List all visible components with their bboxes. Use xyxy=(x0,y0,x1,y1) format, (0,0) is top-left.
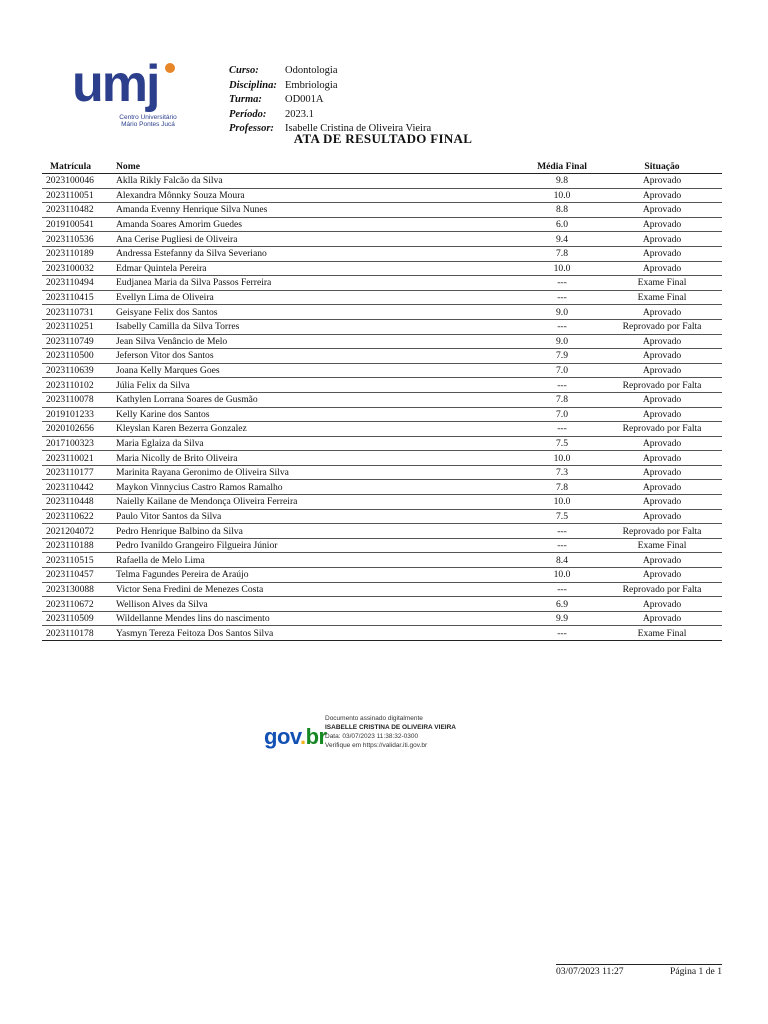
cell-media: --- xyxy=(522,582,602,597)
table-row xyxy=(42,392,722,407)
cell-matricula: 2023110509 xyxy=(42,611,112,626)
cell-situacao: Aprovado xyxy=(602,392,722,407)
umj-logo-dot xyxy=(165,63,175,73)
cell-matricula: 2023110500 xyxy=(42,349,112,364)
info-turma: Turma: OD001A xyxy=(229,94,324,105)
cell-media: 7.5 xyxy=(522,436,602,451)
info-curso: Curso: Odontologia xyxy=(229,65,338,76)
cell-nome: Andressa Estefanny da Silva Severiano xyxy=(112,246,522,261)
cell-media: --- xyxy=(522,524,602,539)
table-row xyxy=(42,319,722,334)
cell-nome: Kelly Karine dos Santos xyxy=(112,407,522,422)
cell-matricula: 2023110442 xyxy=(42,480,112,495)
cell-situacao: Aprovado xyxy=(602,305,722,320)
cell-nome: Amanda Evenny Henrique Silva Nunes xyxy=(112,203,522,218)
cell-media: 9.0 xyxy=(522,334,602,349)
cell-situacao: Exame Final xyxy=(602,626,722,641)
cell-situacao: Aprovado xyxy=(602,363,722,378)
table-row xyxy=(42,261,722,276)
turma-value: OD001A xyxy=(285,94,324,105)
cell-situacao: Aprovado xyxy=(602,509,722,524)
table-row xyxy=(42,436,722,451)
table-row xyxy=(42,217,722,232)
cell-matricula: 2019101233 xyxy=(42,407,112,422)
cell-nome: Jean Silva Venâncio de Melo xyxy=(112,334,522,349)
table-row xyxy=(42,524,722,539)
disciplina-value: Embriologia xyxy=(285,79,338,91)
table-row xyxy=(42,538,722,553)
cell-matricula: 2023110639 xyxy=(42,363,112,378)
cell-nome: Maykon Vinnycius Castro Ramos Ramalho xyxy=(112,480,522,495)
cell-media: 7.8 xyxy=(522,246,602,261)
cell-nome: Maria Nicolly de Brito Oliveira xyxy=(112,451,522,466)
cell-media: --- xyxy=(522,276,602,291)
table-row xyxy=(42,203,722,218)
cell-media: --- xyxy=(522,422,602,437)
cell-matricula: 2023100046 xyxy=(42,174,112,189)
table-header-row xyxy=(42,160,722,174)
umj-logo xyxy=(72,55,184,134)
cell-nome: Evellyn Lima de Oliveira xyxy=(112,290,522,305)
cell-situacao: Exame Final xyxy=(602,290,722,305)
signature-name: ISABELLE CRISTINA DE OLIVEIRA VIEIRA xyxy=(325,724,456,731)
cell-nome: Victor Sena Fredini de Menezes Costa xyxy=(112,582,522,597)
cell-matricula: 2023110482 xyxy=(42,203,112,218)
cell-matricula: 2023110415 xyxy=(42,290,112,305)
table-row xyxy=(42,232,722,247)
govbr-logo: gov.br xyxy=(264,724,327,749)
results-table xyxy=(42,160,722,641)
table-row xyxy=(42,626,722,641)
cell-matricula: 2023110494 xyxy=(42,276,112,291)
cell-nome: Isabelly Camilla da Silva Torres xyxy=(112,319,522,334)
cell-media: --- xyxy=(522,538,602,553)
cell-matricula: 2023110188 xyxy=(42,538,112,553)
cell-matricula: 2023110448 xyxy=(42,495,112,510)
cell-matricula: 2023110051 xyxy=(42,188,112,203)
logo-subtitle-line1: Centro Universitário xyxy=(119,114,177,121)
cell-nome: Rafaella de Melo Lima xyxy=(112,553,522,568)
signature-date: Data: 03/07/2023 11:38:32-0300 xyxy=(325,733,419,740)
column-header-nome: Nome xyxy=(112,160,522,174)
cell-media: 10.0 xyxy=(522,568,602,583)
cell-matricula: 2017100323 xyxy=(42,436,112,451)
cell-nome: Eudjanea Maria da Silva Passos Ferreira xyxy=(112,276,522,291)
cell-situacao: Aprovado xyxy=(602,246,722,261)
cell-situacao: Aprovado xyxy=(602,568,722,583)
course-info xyxy=(229,64,431,137)
table-row xyxy=(42,188,722,203)
cell-media: 10.0 xyxy=(522,188,602,203)
cell-nome: Telma Fagundes Pereira de Araújo xyxy=(112,568,522,583)
cell-matricula: 2021204072 xyxy=(42,524,112,539)
cell-situacao: Reprovado por Falta xyxy=(602,319,722,334)
cell-situacao: Aprovado xyxy=(602,597,722,612)
cell-situacao: Aprovado xyxy=(602,451,722,466)
cell-nome: Júlia Felix da Silva xyxy=(112,378,522,393)
cell-matricula: 2023110749 xyxy=(42,334,112,349)
cell-media: 9.9 xyxy=(522,611,602,626)
table-row xyxy=(42,290,722,305)
column-header-media: Média Final xyxy=(522,160,602,174)
curso-value: Odontologia xyxy=(285,65,338,76)
table-row xyxy=(42,611,722,626)
cell-media: 6.9 xyxy=(522,597,602,612)
cell-media: 7.5 xyxy=(522,509,602,524)
table-row xyxy=(42,465,722,480)
cell-media: 7.3 xyxy=(522,465,602,480)
cell-media: 7.0 xyxy=(522,363,602,378)
cell-matricula: 2023110536 xyxy=(42,232,112,247)
cell-matricula: 2023110178 xyxy=(42,626,112,641)
table-row xyxy=(42,378,722,393)
umj-logo-subtitle xyxy=(112,114,184,128)
page-title: ATA DE RESULTADO FINAL xyxy=(293,131,473,146)
signature-line1: Documento assinado digitalmente xyxy=(325,715,423,722)
cell-situacao: Exame Final xyxy=(602,276,722,291)
logo-subtitle-line2: Mário Pontes Jucá xyxy=(121,121,175,128)
cell-situacao: Aprovado xyxy=(602,217,722,232)
cell-media: --- xyxy=(522,378,602,393)
cell-matricula: 2023110177 xyxy=(42,465,112,480)
cell-nome: Wellison Alves da Silva xyxy=(112,597,522,612)
cell-media: 10.0 xyxy=(522,495,602,510)
cell-matricula: 2023110189 xyxy=(42,246,112,261)
cell-nome: Marinita Rayana Geronimo de Oliveira Silva xyxy=(112,465,522,480)
cell-media: 10.0 xyxy=(522,261,602,276)
table-row xyxy=(42,480,722,495)
cell-media: 7.9 xyxy=(522,349,602,364)
cell-media: 9.4 xyxy=(522,232,602,247)
cell-matricula: 2023100032 xyxy=(42,261,112,276)
table-row xyxy=(42,363,722,378)
cell-media: 6.0 xyxy=(522,217,602,232)
table-row xyxy=(42,597,722,612)
cell-situacao: Aprovado xyxy=(602,334,722,349)
cell-situacao: Exame Final xyxy=(602,538,722,553)
cell-situacao: Aprovado xyxy=(602,174,722,189)
cell-situacao: Aprovado xyxy=(602,407,722,422)
umj-logo-wordmark: umj xyxy=(72,55,159,113)
cell-situacao: Aprovado xyxy=(602,232,722,247)
cell-situacao: Aprovado xyxy=(602,436,722,451)
cell-situacao: Aprovado xyxy=(602,611,722,626)
cell-media: 7.8 xyxy=(522,392,602,407)
cell-matricula: 2023110021 xyxy=(42,451,112,466)
cell-nome: Maria Eglaiza da Silva xyxy=(112,436,522,451)
column-header-matricula: Matrícula xyxy=(42,160,112,174)
footer-page-number: Página 1 de 1 xyxy=(670,966,722,977)
cell-nome: Yasmyn Tereza Feitoza Dos Santos Silva xyxy=(112,626,522,641)
table-row xyxy=(42,422,722,437)
info-disciplina: Disciplina: Embriologia xyxy=(229,79,338,91)
table-row xyxy=(42,495,722,510)
info-professor: Professor: Isabelle Cristina de Oliveira Vieira xyxy=(229,123,432,134)
cell-situacao: Aprovado xyxy=(602,553,722,568)
table-row xyxy=(42,334,722,349)
cell-nome: Joana Kelly Marques Goes xyxy=(112,363,522,378)
cell-situacao: Reprovado por Falta xyxy=(602,422,722,437)
column-header-situacao: Situação xyxy=(602,160,722,174)
table-row xyxy=(42,305,722,320)
cell-nome: Geisyane Felix dos Santos xyxy=(112,305,522,320)
footer-datetime: 03/07/2023 11:27 xyxy=(556,966,624,977)
cell-situacao: Reprovado por Falta xyxy=(602,582,722,597)
table-row xyxy=(42,553,722,568)
cell-matricula: 2023110102 xyxy=(42,378,112,393)
table-row xyxy=(42,349,722,364)
cell-matricula: 2023110078 xyxy=(42,392,112,407)
cell-nome: Kathylen Lorrana Soares de Gusmão xyxy=(112,392,522,407)
cell-nome: Aklla Rikly Falcão da Silva xyxy=(112,174,522,189)
table-row xyxy=(42,582,722,597)
cell-matricula: 2023110672 xyxy=(42,597,112,612)
cell-nome: Kleyslan Karen Bezerra Gonzalez xyxy=(112,422,522,437)
professor-value: Isabelle Cristina de Oliveira Vieira xyxy=(285,123,432,134)
cell-matricula: 2023130088 xyxy=(42,582,112,597)
cell-nome: Jeferson Vitor dos Santos xyxy=(112,349,522,364)
cell-media: 9.0 xyxy=(522,305,602,320)
cell-matricula: 2023110731 xyxy=(42,305,112,320)
periodo-value: 2023.1 xyxy=(285,108,314,120)
cell-situacao: Aprovado xyxy=(602,203,722,218)
cell-nome: Pedro Henrique Balbino da Silva xyxy=(112,524,522,539)
cell-media: 8.4 xyxy=(522,553,602,568)
table-row xyxy=(42,276,722,291)
cell-situacao: Aprovado xyxy=(602,188,722,203)
cell-nome: Amanda Soares Amorim Guedes xyxy=(112,217,522,232)
cell-media: --- xyxy=(522,290,602,305)
cell-nome: Paulo Vitor Santos da Silva xyxy=(112,509,522,524)
cell-media: 9.8 xyxy=(522,174,602,189)
cell-situacao: Aprovado xyxy=(602,480,722,495)
digital-signature xyxy=(264,714,524,764)
cell-situacao: Aprovado xyxy=(602,495,722,510)
table-row xyxy=(42,509,722,524)
table-row xyxy=(42,568,722,583)
cell-matricula: 2023110515 xyxy=(42,553,112,568)
signature-verify: Verifique em https://validar.iti.gov.br xyxy=(325,742,428,749)
cell-nome: Alexandra Mônnky Souza Moura xyxy=(112,188,522,203)
cell-matricula: 2023110457 xyxy=(42,568,112,583)
cell-situacao: Aprovado xyxy=(602,465,722,480)
cell-situacao: Aprovado xyxy=(602,349,722,364)
cell-matricula: 2023110251 xyxy=(42,319,112,334)
cell-situacao: Reprovado por Falta xyxy=(602,524,722,539)
info-periodo: Período: 2023.1 xyxy=(229,108,314,120)
cell-nome: Naielly Kailane de Mendonça Oliveira Ferreira xyxy=(112,495,522,510)
signature-text xyxy=(325,714,456,750)
cell-nome: Ana Cerise Pugliesi de Oliveira xyxy=(112,232,522,247)
cell-media: --- xyxy=(522,319,602,334)
cell-media: 8.8 xyxy=(522,203,602,218)
cell-situacao: Aprovado xyxy=(602,261,722,276)
cell-media: --- xyxy=(522,626,602,641)
cell-matricula: 2023110622 xyxy=(42,509,112,524)
cell-nome: Pedro Ivanildo Grangeiro Filgueira Júnior xyxy=(112,538,522,553)
table-body xyxy=(42,174,722,641)
table-row xyxy=(42,246,722,261)
cell-media: 10.0 xyxy=(522,451,602,466)
table-row xyxy=(42,451,722,466)
cell-matricula: 2020102656 xyxy=(42,422,112,437)
cell-situacao: Reprovado por Falta xyxy=(602,378,722,393)
cell-matricula: 2019100541 xyxy=(42,217,112,232)
cell-media: 7.0 xyxy=(522,407,602,422)
table-row xyxy=(42,174,722,189)
cell-nome: Wildellanne Mendes lins do nascimento xyxy=(112,611,522,626)
page-footer xyxy=(556,964,722,977)
cell-media: 7.8 xyxy=(522,480,602,495)
cell-nome: Edmar Quintela Pereira xyxy=(112,261,522,276)
table-row xyxy=(42,407,722,422)
